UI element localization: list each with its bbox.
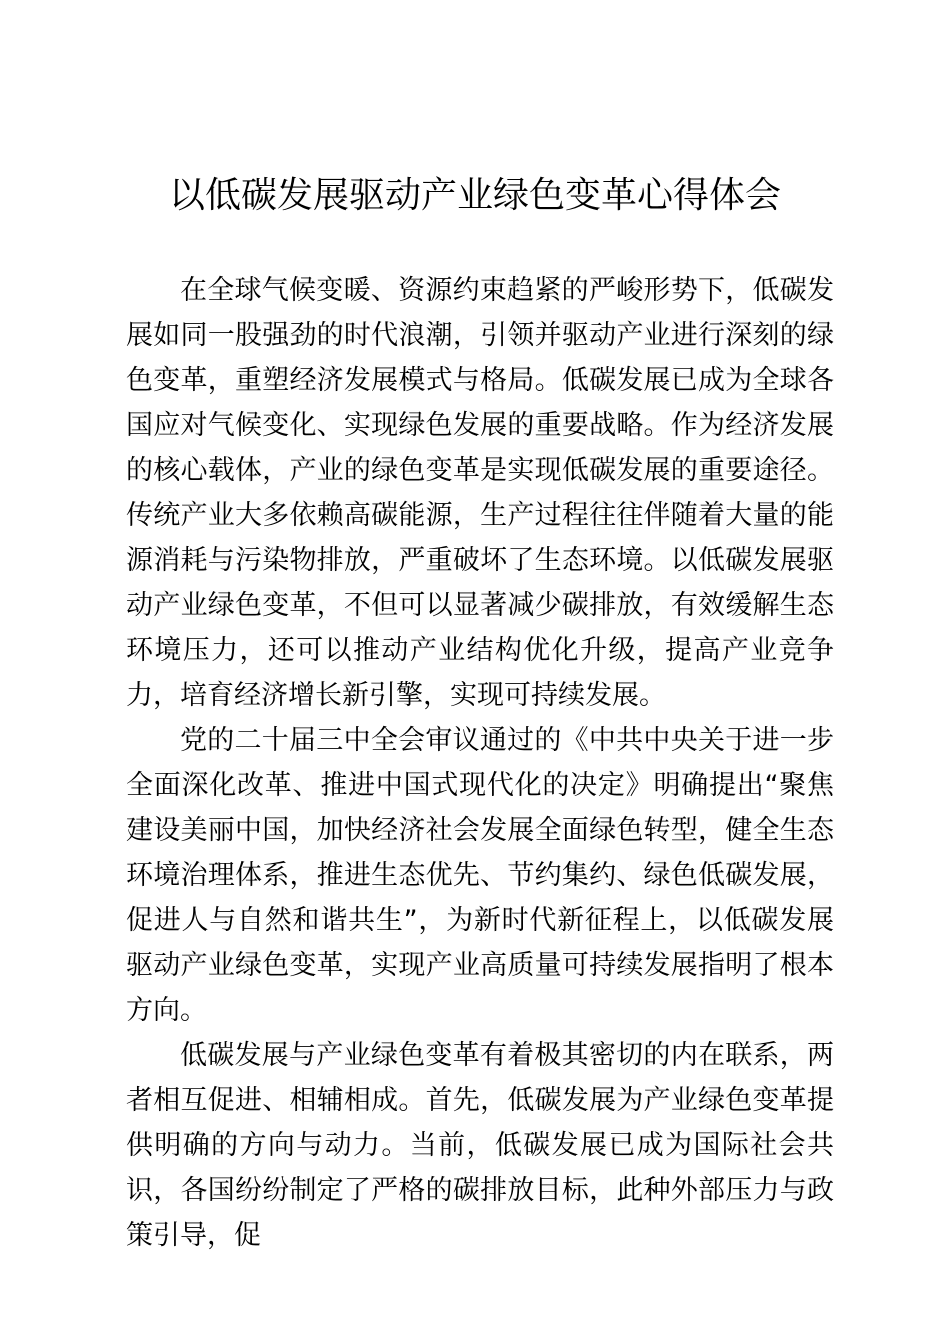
paragraph-1: 在全球气候变暖、资源约束趋紧的严峻形势下，低碳发展如同一股强劲的时代浪潮，引领并驱动产业进行深刻的绿色变革，重塑经济发展模式与格局。低碳发展已成为全球各国应对气候变化、实现绿色发展的重要战略。作为经济发展的核心载体，产业的绿色变革是实现低碳发展的重要途径。传统产业大多依赖高碳能源，生产过程往往伴随着大量的能源消耗与污染物排放，严重破坏了生态环境。以低碳发展驱动产业绿色变革，不但可以显著减少碳排放，有效缓解生态环境压力，还可以推动产业结构优化升级，提高产业竞争力，培育经济增长新引擎，实现可持续发展。 xyxy=(126,275,834,711)
paragraph-2: 党的二十届三中全会审议通过的《中共中央关于进一步全面深化改革、推进中国式现代化的决定》明确提出“聚焦建设美丽中国，加快经济社会发展全面绿色转型，健全生态环境治理体系，推进生态优先、节约集约、绿色低碳发展，促进人与自然和谐共生”，为新时代新征程上，以低碳发展驱动产业绿色变革，实现产业高质量可持续发展指明了根本方向。 xyxy=(126,725,834,1026)
paragraph-3: 低碳发展与产业绿色变革有着极其密切的内在联系，两者相互促进、相辅相成。首先，低碳发展为产业绿色变革提供明确的方向与动力。当前，低碳发展已成为国际社会共识，各国纷纷制定了严格的碳排放目标，此种外部压力与政策引导，促 xyxy=(126,1040,834,1251)
document-body xyxy=(126,268,834,1258)
document-title: 以低碳发展驱动产业绿色变革心得体会 xyxy=(168,175,781,216)
